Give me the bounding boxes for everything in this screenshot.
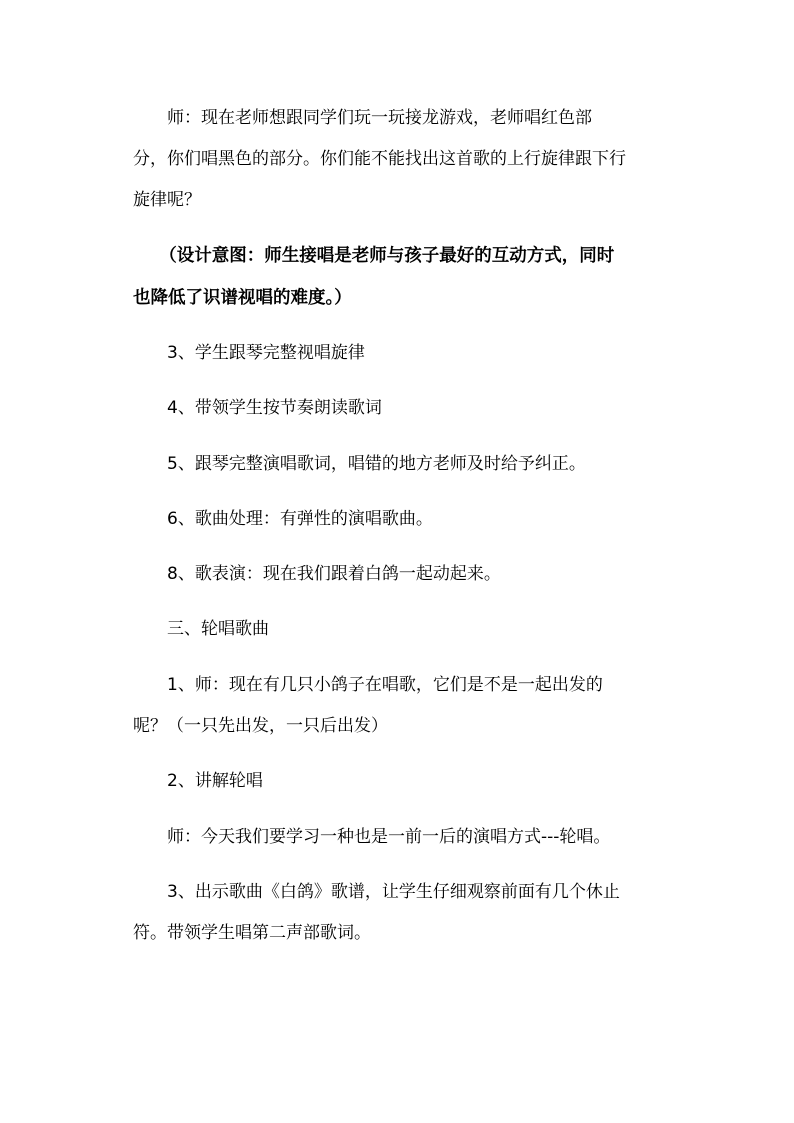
list-item: 3、出示歌曲《白鸽》歌谱，让学生仔细观察前面有几个休止 [133, 882, 620, 902]
list-item: 2、讲解轮唱 [133, 771, 263, 791]
text-line: 分，你们唱黑色的部分。你们能不能找出这首歌的上行旋律跟下行 [133, 149, 626, 169]
section-heading: 三、轮唱歌曲 [133, 619, 269, 639]
text-line: 符。带领学生唱第二声部歌词。 [133, 923, 371, 943]
text-line: 师：今天我们要学习一种也是一前一后的演唱方式---轮唱。 [133, 827, 611, 847]
list-item: 1、师：现在有几只小鸽子在唱歌，它们是不是一起出发的 [133, 675, 603, 695]
design-intent-line: （设计意图：师生接唱是老师与孩子最好的互动方式，同时 [133, 246, 615, 266]
text-line: 旋律呢？ [133, 190, 201, 210]
list-item: 4、带领学生按节奏朗读歌词 [133, 398, 382, 418]
design-intent-line: 也降低了识谱视唱的难度。） [133, 288, 352, 308]
list-item: 3、学生跟琴完整视唱旋律 [133, 343, 365, 363]
list-item: 6、歌曲处理：有弹性的演唱歌曲。 [133, 509, 433, 529]
text-line: 师：现在老师想跟同学们玩一玩接龙游戏，老师唱红色部 [133, 108, 592, 128]
list-item: 8、歌表演：现在我们跟着白鸽一起动起来。 [133, 564, 501, 584]
text-line: 呢？（一只先出发，一只后出发） [133, 716, 388, 736]
list-item: 5、跟琴完整演唱歌词，唱错的地方老师及时给予纠正。 [133, 454, 586, 474]
